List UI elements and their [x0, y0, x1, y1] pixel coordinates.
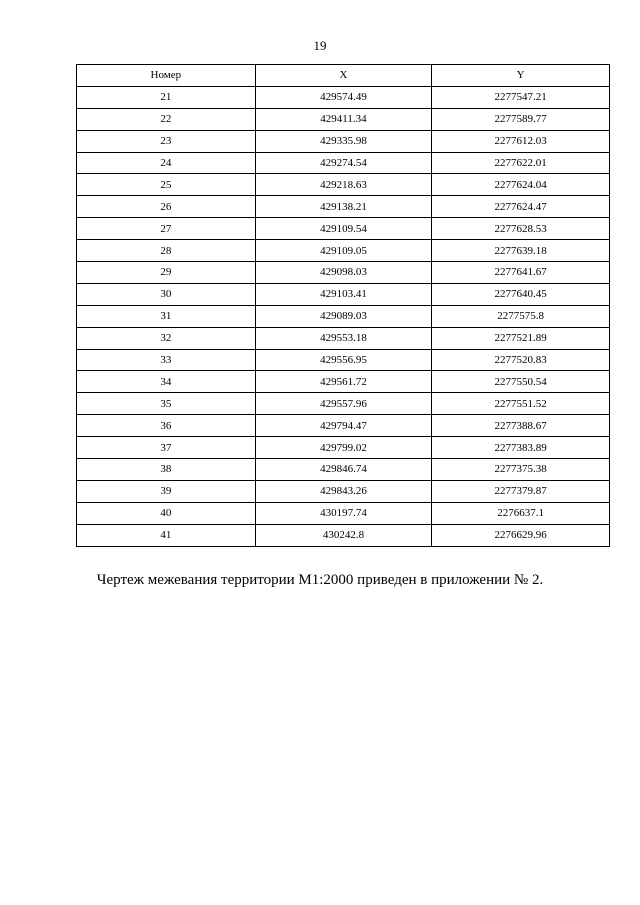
cell-x: 429109.54: [255, 218, 432, 240]
cell-x: 429843.26: [255, 480, 432, 502]
cell-number: 21: [77, 86, 256, 108]
cell-y: 2277575.8: [432, 305, 610, 327]
cell-x: 429138.21: [255, 196, 432, 218]
cell-y: 2277639.18: [432, 240, 610, 262]
cell-number: 40: [77, 502, 256, 524]
header-cell-y: Y: [432, 65, 610, 87]
cell-x: 429274.54: [255, 152, 432, 174]
cell-y: 2277641.67: [432, 262, 610, 284]
table-header: [77, 65, 610, 87]
cell-number: 23: [77, 130, 256, 152]
cell-y: 2277612.03: [432, 130, 610, 152]
table-row: [77, 371, 610, 393]
header-cell-number: Номер: [77, 65, 256, 87]
cell-x: 429335.98: [255, 130, 432, 152]
coordinates-table: [76, 64, 610, 547]
cell-x: 429557.96: [255, 393, 432, 415]
cell-y: 2276629.96: [432, 524, 610, 546]
cell-x: 429553.18: [255, 327, 432, 349]
cell-x: 429103.41: [255, 283, 432, 305]
cell-number: 34: [77, 371, 256, 393]
cell-y: 2277551.52: [432, 393, 610, 415]
cell-number: 32: [77, 327, 256, 349]
cell-number: 25: [77, 174, 256, 196]
table-row: [77, 262, 610, 284]
cell-y: 2276637.1: [432, 502, 610, 524]
table-row: [77, 393, 610, 415]
cell-x: 429574.49: [255, 86, 432, 108]
cell-number: 33: [77, 349, 256, 371]
cell-y: 2277640.45: [432, 283, 610, 305]
table-row: [77, 327, 610, 349]
cell-y: 2277521.89: [432, 327, 610, 349]
cell-x: 429098.03: [255, 262, 432, 284]
cell-y: 2277375.38: [432, 459, 610, 481]
cell-number: 26: [77, 196, 256, 218]
table-body: [77, 86, 610, 546]
footer-note: Чертеж межевания территории М1:2000 приведен в приложении № 2.: [96, 572, 544, 588]
table-row: [77, 415, 610, 437]
table-row: [77, 502, 610, 524]
table-row: [77, 130, 610, 152]
cell-number: 29: [77, 262, 256, 284]
cell-number: 38: [77, 459, 256, 481]
cell-y: 2277589.77: [432, 108, 610, 130]
cell-y: 2277383.89: [432, 437, 610, 459]
cell-number: 35: [77, 393, 256, 415]
cell-x: 429799.02: [255, 437, 432, 459]
table-row: [77, 240, 610, 262]
cell-y: 2277628.53: [432, 218, 610, 240]
cell-number: 27: [77, 218, 256, 240]
cell-x: 429794.47: [255, 415, 432, 437]
table-row: [77, 152, 610, 174]
cell-y: 2277624.04: [432, 174, 610, 196]
cell-number: 39: [77, 480, 256, 502]
table-row: [77, 218, 610, 240]
cell-x: 429846.74: [255, 459, 432, 481]
table-row: [77, 108, 610, 130]
cell-number: 31: [77, 305, 256, 327]
cell-number: 22: [77, 108, 256, 130]
cell-x: 430197.74: [255, 502, 432, 524]
cell-number: 24: [77, 152, 256, 174]
table-row: [77, 86, 610, 108]
cell-x: 429561.72: [255, 371, 432, 393]
cell-y: 2277388.67: [432, 415, 610, 437]
cell-y: 2277547.21: [432, 86, 610, 108]
table-row: [77, 459, 610, 481]
cell-number: 28: [77, 240, 256, 262]
cell-x: 429218.63: [255, 174, 432, 196]
table-row: [77, 196, 610, 218]
table-row: [77, 437, 610, 459]
header-row: [77, 65, 610, 87]
table-row: [77, 524, 610, 546]
cell-y: 2277520.83: [432, 349, 610, 371]
cell-y: 2277624.47: [432, 196, 610, 218]
cell-x: 429411.34: [255, 108, 432, 130]
table-row: [77, 349, 610, 371]
cell-y: 2277622.01: [432, 152, 610, 174]
cell-number: 37: [77, 437, 256, 459]
table-row: [77, 480, 610, 502]
cell-x: 429109.05: [255, 240, 432, 262]
cell-number: 30: [77, 283, 256, 305]
table-row: [77, 305, 610, 327]
header-cell-x: X: [255, 65, 432, 87]
cell-x: 430242.8: [255, 524, 432, 546]
cell-number: 41: [77, 524, 256, 546]
page-number: 19: [313, 38, 327, 53]
cell-number: 36: [77, 415, 256, 437]
cell-x: 429556.95: [255, 349, 432, 371]
cell-x: 429089.03: [255, 305, 432, 327]
table-row: [77, 283, 610, 305]
cell-y: 2277379.87: [432, 480, 610, 502]
table-row: [77, 174, 610, 196]
cell-y: 2277550.54: [432, 371, 610, 393]
